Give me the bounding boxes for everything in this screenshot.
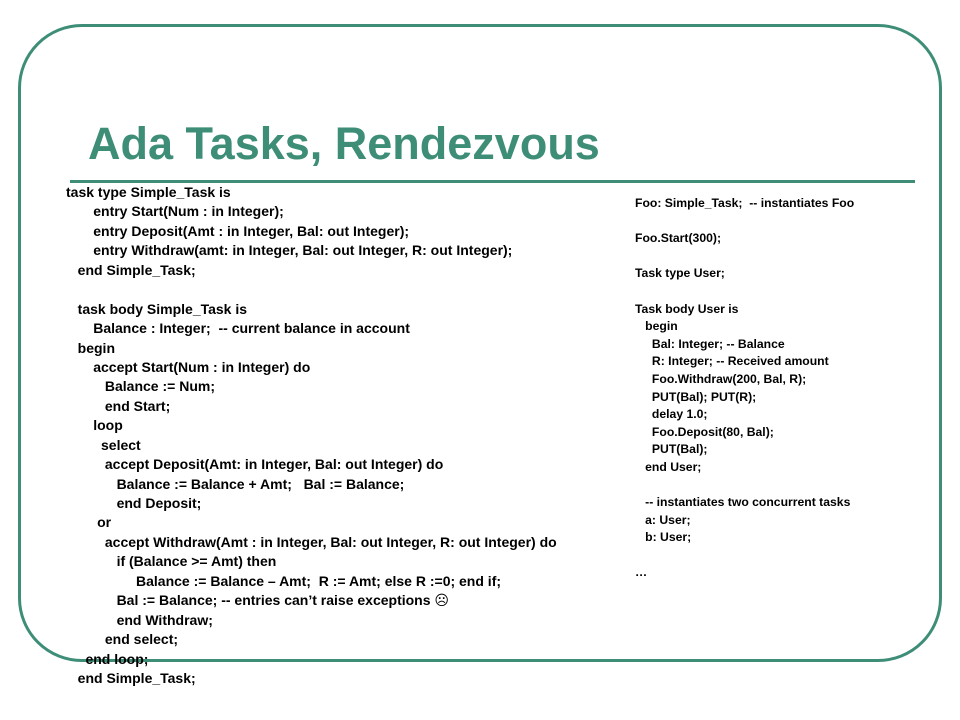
code-line: task body Simple_Task is [66,300,248,317]
code-line: PUT(Bal); [635,442,708,457]
code-line: begin [66,339,115,356]
code-line: select [66,436,141,453]
code-line: Balance := Num; [66,378,215,395]
code-line: -- instantiates two concurrent tasks [635,495,851,510]
code-line: accept Withdraw(Amt : in Integer, Bal: out Integer, R: out Integer) do [66,533,557,550]
code-line: Balance := Balance – Amt; R := Amt; else R :=0; end if; [66,572,502,589]
code-line [635,248,925,266]
code-line: entry Deposit(Amt : in Integer, Bal: out Integer); [66,222,410,239]
code-line: b: User; [635,530,692,545]
code-line: accept Start(Num : in Integer) do [66,358,311,375]
code-line: end Simple_Task; [66,261,196,278]
code-line: PUT(Bal); PUT(R); [635,389,757,404]
code-line: begin [635,319,678,334]
code-line: end select; [66,631,179,648]
code-line: if (Balance >= Amt) then [66,553,277,570]
code-line: entry Start(Num : in Integer); [66,203,284,220]
code-line: delay 1.0; [635,407,708,422]
code-line: loop [66,417,123,434]
right-code-block [635,195,925,582]
code-line: … [635,565,648,580]
left-code-block [66,183,646,688]
code-line: end Start; [66,397,171,414]
code-line [635,547,925,565]
code-line: Balance := Balance + Amt; Bal := Balance; [66,475,405,492]
code-line: Bal: Integer; -- Balance [635,336,785,351]
code-line: task type Simple_Task is [66,184,231,200]
code-line [635,477,925,495]
code-line: R: Integer; -- Received amount [635,354,829,369]
code-line: Foo.Start(300); [635,231,721,246]
code-line: Balance : Integer; -- current balance in account [66,320,410,337]
code-line [66,280,646,299]
code-line: end loop; [66,650,149,667]
code-line: end User; [635,459,702,474]
code-line: a: User; [635,512,691,527]
code-line: end Simple_Task; [66,669,196,686]
slide-title: Ada Tasks, Rendezvous [88,118,600,169]
code-line: Bal := Balance; -- entries can’t raise exceptions ☹ [66,592,450,609]
code-line: entry Withdraw(amt: in Integer, Bal: out Integer, R: out Integer); [66,242,513,259]
code-line [635,283,925,301]
code-line: or [66,514,112,531]
code-line [635,213,925,231]
code-line: Foo: Simple_Task; -- instantiates Foo [635,196,855,210]
code-line: accept Deposit(Amt: in Integer, Bal: out Integer) do [66,456,444,473]
code-line: end Withdraw; [66,611,213,628]
code-line: Task body User is [635,301,739,316]
code-line: end Deposit; [66,495,202,511]
code-line: Foo.Withdraw(200, Bal, R); [635,371,807,386]
code-line: Foo.Deposit(80, Bal); [635,424,774,439]
code-line: Task type User; [635,266,725,281]
